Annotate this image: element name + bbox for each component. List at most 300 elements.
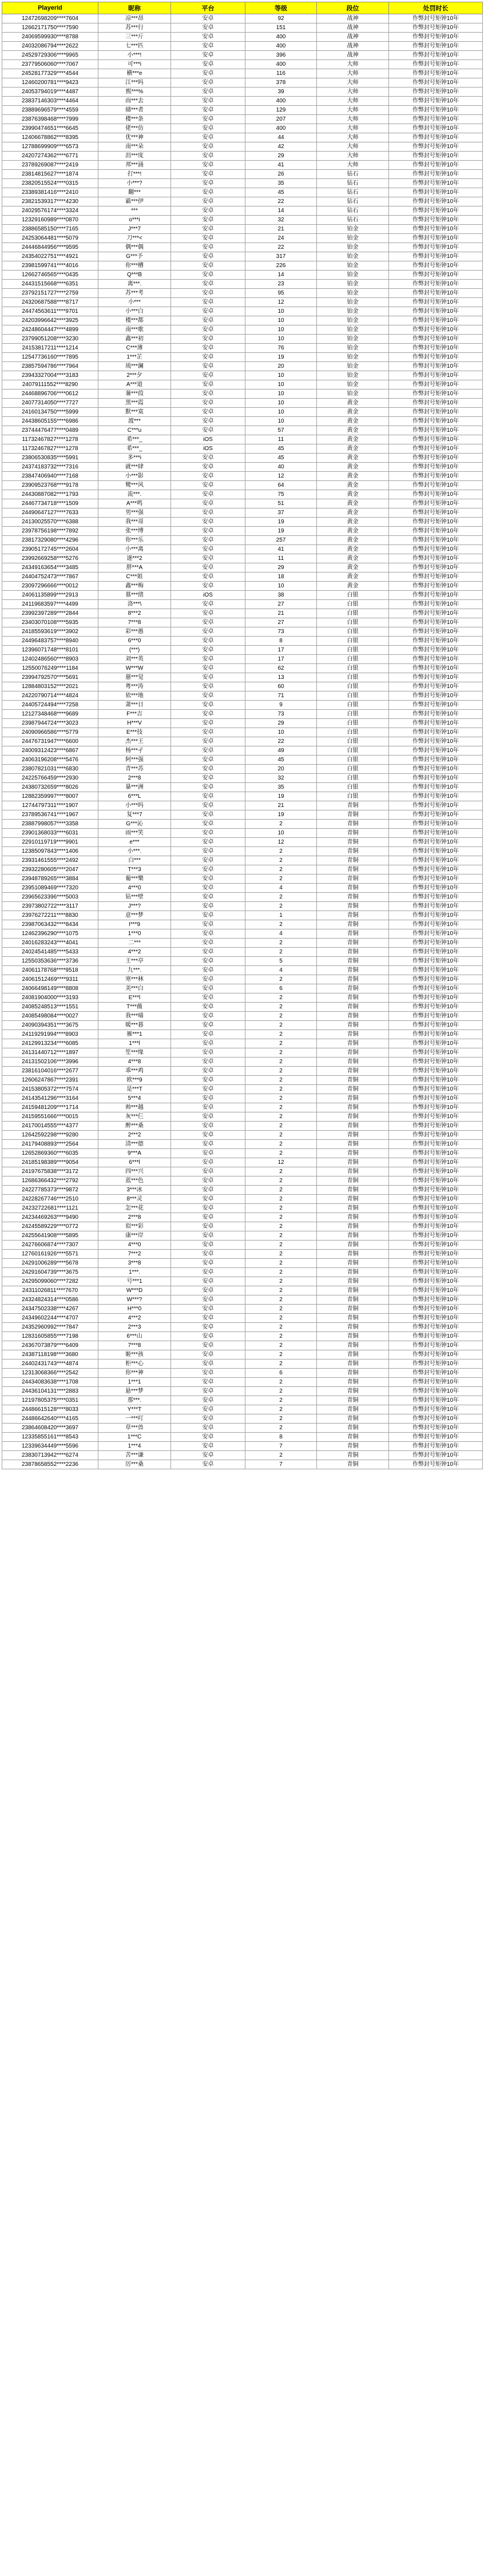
platform-cell: 安卓	[171, 1305, 245, 1314]
rank-cell: 青铜	[317, 1442, 389, 1451]
platform-cell: 安卓	[171, 920, 245, 929]
penalty-cell: 作弊封号矩钟10年	[389, 362, 483, 371]
player-id-cell: 23990474651****6645	[2, 124, 98, 133]
rank-cell: 大师	[317, 88, 389, 97]
table-row	[2, 893, 483, 902]
platform-cell: 安卓	[171, 225, 245, 234]
player-id-cell: 24352960992****7847	[2, 1323, 98, 1332]
level-cell: 60	[245, 682, 317, 691]
penalty-cell: 作弊封号矩钟10年	[389, 893, 483, 902]
rank-cell: 青铜	[317, 975, 389, 984]
rank-cell: 铂金	[317, 316, 389, 325]
penalty-cell: 作弊封号矩钟10年	[389, 261, 483, 271]
header-platform: 平台	[171, 2, 245, 14]
penalty-cell: 作弊封号矩钟10年	[389, 774, 483, 783]
nickname-cell: 小***?	[98, 179, 171, 188]
level-cell: 2	[245, 1112, 317, 1122]
rank-cell: 青铜	[317, 1067, 389, 1076]
platform-cell: 安卓	[171, 1158, 245, 1167]
penalty-cell: 作弊封号矩钟10年	[389, 801, 483, 810]
penalty-cell: 作弊封号矩钟10年	[389, 325, 483, 335]
platform-cell: 安卓	[171, 1314, 245, 1323]
platform-cell: 安卓	[171, 1259, 245, 1268]
level-cell: 400	[245, 33, 317, 42]
nickname-cell: 6***山	[98, 1332, 171, 1341]
level-cell: 10	[245, 316, 317, 325]
platform-cell: 安卓	[171, 810, 245, 820]
player-id-cell: 24061135899****2913	[2, 591, 98, 600]
table-row	[2, 856, 483, 865]
player-id-cell: 23837146303****4464	[2, 97, 98, 106]
level-cell: 42	[245, 142, 317, 152]
level-cell: 2	[245, 1003, 317, 1012]
nickname-cell: ***	[98, 206, 171, 216]
rank-cell: 青铜	[317, 1085, 389, 1094]
nickname-cell: 熙***%	[98, 88, 171, 97]
player-id-cell: 24496483757****8940	[2, 637, 98, 646]
rank-cell: 青铜	[317, 1012, 389, 1021]
table-row	[2, 170, 483, 179]
penalty-cell: 作弊封号矩钟10年	[389, 1039, 483, 1048]
rank-cell: 白银	[317, 691, 389, 701]
rank-cell: 白银	[317, 774, 389, 783]
rank-cell: 青铜	[317, 810, 389, 820]
rank-cell: 青铜	[317, 1314, 389, 1323]
platform-cell: 安卓	[171, 948, 245, 957]
player-id-cell: 24179408893****2564	[2, 1140, 98, 1149]
penalty-cell: 作弊封号矩钟10年	[389, 78, 483, 88]
penalty-cell: 作弊封号矩钟10年	[389, 1305, 483, 1314]
player-id-cell: 24404752473****7867	[2, 573, 98, 582]
player-id-cell: 24248604447****4899	[2, 325, 98, 335]
table-row	[2, 380, 483, 389]
level-cell: 2	[245, 975, 317, 984]
nickname-cell: 康***岸	[98, 1231, 171, 1241]
nickname-cell: H***V	[98, 719, 171, 728]
platform-cell: 安卓	[171, 362, 245, 371]
level-cell: 10	[245, 582, 317, 591]
penalty-cell: 作弊封号矩钟10年	[389, 1424, 483, 1433]
rank-cell: 青铜	[317, 1231, 389, 1241]
table-row	[2, 197, 483, 206]
table-row	[2, 865, 483, 874]
table-row	[2, 920, 483, 929]
level-cell: 64	[245, 481, 317, 490]
rank-cell: 青铜	[317, 1186, 389, 1195]
rank-cell: 铂金	[317, 362, 389, 371]
level-cell: 10	[245, 380, 317, 389]
penalty-cell: 作弊封号矩钟10年	[389, 810, 483, 820]
platform-cell: 安卓	[171, 563, 245, 573]
penalty-cell: 作弊封号矩钟10年	[389, 97, 483, 106]
platform-cell: 安卓	[171, 609, 245, 618]
platform-cell: 安卓	[171, 243, 245, 252]
nickname-cell: 8***2	[98, 609, 171, 618]
rank-cell: 青铜	[317, 1195, 389, 1204]
table-row	[2, 1140, 483, 1149]
ban-list-body	[2, 14, 483, 1469]
level-cell: 51	[245, 499, 317, 508]
penalty-cell: 作弊封号矩钟10年	[389, 463, 483, 472]
platform-cell: 安卓	[171, 774, 245, 783]
table-row	[2, 600, 483, 609]
level-cell: 23	[245, 280, 317, 289]
penalty-cell: 作弊封号矩钟10年	[389, 280, 483, 289]
player-id-cell: 23889696579****4559	[2, 106, 98, 115]
rank-cell: 白银	[317, 664, 389, 673]
penalty-cell: 作弊封号矩钟10年	[389, 1003, 483, 1012]
rank-cell: 青铜	[317, 874, 389, 884]
level-cell: 7	[245, 1460, 317, 1469]
penalty-cell: 作弊封号矩钟10年	[389, 1048, 483, 1058]
platform-cell: 安卓	[171, 618, 245, 627]
nickname-cell: 1***.	[98, 1268, 171, 1277]
level-cell: 2	[245, 1140, 317, 1149]
player-id-cell: 24311026811****7670	[2, 1286, 98, 1295]
nickname-cell: T***薇	[98, 1003, 171, 1012]
table-row	[2, 417, 483, 426]
penalty-cell: 作弊封号矩钟10年	[389, 124, 483, 133]
nickname-cell: 而***去	[98, 97, 171, 106]
platform-cell: 安卓	[171, 637, 245, 646]
table-row	[2, 271, 483, 280]
rank-cell: 青铜	[317, 1058, 389, 1067]
rank-cell: 铂金	[317, 243, 389, 252]
level-cell: 2	[245, 847, 317, 856]
player-id-cell: 12462396290****1075	[2, 929, 98, 939]
platform-cell: 安卓	[171, 389, 245, 399]
penalty-cell: 作弊封号矩钟10年	[389, 1122, 483, 1131]
table-row	[2, 444, 483, 454]
table-row	[2, 902, 483, 911]
nickname-cell: 苏***行	[98, 23, 171, 33]
platform-cell: 安卓	[171, 655, 245, 664]
table-row	[2, 1460, 483, 1469]
player-id-cell: 24207274362****6771	[2, 152, 98, 161]
player-id-cell: 23943327004****3183	[2, 371, 98, 380]
platform-cell: 安卓	[171, 216, 245, 225]
nickname-cell: 4***0	[98, 1241, 171, 1250]
table-row	[2, 344, 483, 353]
level-cell: 29	[245, 563, 317, 573]
player-id-cell: 12460200781****9423	[2, 78, 98, 88]
rank-cell: 青铜	[317, 1369, 389, 1378]
player-id-cell: 12339634449****5596	[2, 1442, 98, 1451]
level-cell: 20	[245, 362, 317, 371]
nickname-cell: 悬***梦	[98, 1387, 171, 1396]
level-cell: 8	[245, 1433, 317, 1442]
nickname-cell: 离***.	[98, 280, 171, 289]
level-cell: 4	[245, 884, 317, 893]
nickname-cell: F***吉	[98, 710, 171, 719]
platform-cell: 安卓	[171, 115, 245, 124]
penalty-cell: 作弊封号矩钟10年	[389, 142, 483, 152]
table-row	[2, 1451, 483, 1460]
player-id-cell: 23901368033****6031	[2, 829, 98, 838]
platform-cell: 安卓	[171, 545, 245, 554]
penalty-cell: 作弊封号矩钟10年	[389, 637, 483, 646]
nickname-cell: 彩***愚	[98, 627, 171, 637]
player-id-cell: 24066498149****8808	[2, 984, 98, 993]
table-row	[2, 124, 483, 133]
platform-cell: 安卓	[171, 719, 245, 728]
table-row	[2, 1405, 483, 1414]
penalty-cell: 作弊封号矩钟10年	[389, 216, 483, 225]
player-id-cell: 24291006289****5678	[2, 1259, 98, 1268]
table-row	[2, 939, 483, 948]
platform-cell: 安卓	[171, 1094, 245, 1103]
table-row	[2, 133, 483, 142]
rank-cell: 战神	[317, 33, 389, 42]
player-id-cell: 23807821031****6830	[2, 765, 98, 774]
platform-cell: 安卓	[171, 271, 245, 280]
player-id-cell: 24153805372****7574	[2, 1085, 98, 1094]
penalty-cell: 作弊封号矩钟10年	[389, 1131, 483, 1140]
penalty-cell: 作弊封号矩钟10年	[389, 655, 483, 664]
penalty-cell: 作弊封号矩钟10年	[389, 865, 483, 874]
platform-cell: 安卓	[171, 344, 245, 353]
nickname-cell: 7***8	[98, 1341, 171, 1350]
player-id-cell: 24159481209****1714	[2, 1103, 98, 1112]
player-id-cell: 24347502338****4267	[2, 1305, 98, 1314]
player-id-cell: 24380732659****8026	[2, 783, 98, 792]
level-cell: 11	[245, 554, 317, 563]
penalty-cell: 作弊封号矩钟10年	[389, 993, 483, 1003]
rank-cell: 黄金	[317, 582, 389, 591]
level-cell: 12	[245, 1158, 317, 1167]
player-id-cell: 23992397289****2844	[2, 609, 98, 618]
rank-cell: 青铜	[317, 1451, 389, 1460]
rank-cell: 黄金	[317, 481, 389, 490]
player-id-cell: 24061512469****9311	[2, 975, 98, 984]
player-id-cell: 24029576174****3324	[2, 206, 98, 216]
nickname-cell: 刀***<	[98, 234, 171, 243]
rank-cell: 青铜	[317, 856, 389, 865]
penalty-cell: 作弊封号矩钟10年	[389, 920, 483, 929]
table-row	[2, 582, 483, 591]
nickname-cell: 小***吗	[98, 801, 171, 810]
table-row	[2, 69, 483, 78]
penalty-cell: 作弊封号矩钟10年	[389, 152, 483, 161]
platform-cell: 安卓	[171, 682, 245, 691]
nickname-cell: J***7	[98, 225, 171, 234]
nickname-cell: 楼***条	[98, 115, 171, 124]
platform-cell: 安卓	[171, 316, 245, 325]
table-row	[2, 454, 483, 463]
rank-cell: 钻石	[317, 179, 389, 188]
player-id-cell: 24220790714****4824	[2, 691, 98, 701]
level-cell: 17	[245, 646, 317, 655]
nickname-cell: 复***7	[98, 810, 171, 820]
ban-list-sheet	[2, 2, 482, 1469]
rank-cell: 黄金	[317, 399, 389, 408]
nickname-cell: 怎***花	[98, 1204, 171, 1213]
platform-cell: 安卓	[171, 957, 245, 966]
rank-cell: 铂金	[317, 280, 389, 289]
level-cell: 2	[245, 939, 317, 948]
table-row	[2, 225, 483, 234]
player-id-cell: 23951089469****7320	[2, 884, 98, 893]
table-row	[2, 737, 483, 746]
player-id-cell: 24291604739****3675	[2, 1268, 98, 1277]
player-id-cell: 24185593619****3902	[2, 627, 98, 637]
platform-cell: 安卓	[171, 728, 245, 737]
penalty-cell: 作弊封号矩钟10年	[389, 948, 483, 957]
platform-cell: 安卓	[171, 1222, 245, 1231]
nickname-cell: 江***吗	[98, 78, 171, 88]
table-row	[2, 1305, 483, 1314]
rank-cell: 青铜	[317, 1094, 389, 1103]
nickname-cell: 1***0	[98, 929, 171, 939]
level-cell: 2	[245, 1341, 317, 1350]
penalty-cell: 作弊封号矩钟10年	[389, 847, 483, 856]
level-cell: 2	[245, 1295, 317, 1305]
rank-cell: 白银	[317, 783, 389, 792]
table-row	[2, 637, 483, 646]
player-id-cell: 23948789265****3884	[2, 874, 98, 884]
rank-cell: 铂金	[317, 389, 389, 399]
nickname-cell: E***技	[98, 728, 171, 737]
level-cell: 2	[245, 1213, 317, 1222]
platform-cell: 安卓	[171, 929, 245, 939]
nickname-cell: (***)	[98, 646, 171, 655]
player-id-cell: 23978756198****7892	[2, 527, 98, 536]
player-id-cell: 24490647127****7633	[2, 508, 98, 518]
rank-cell: 青铜	[317, 1268, 389, 1277]
platform-cell: 安卓	[171, 1451, 245, 1460]
rank-cell: 青铜	[317, 1259, 389, 1268]
nickname-cell: 依***地	[98, 691, 171, 701]
level-cell: 2	[245, 920, 317, 929]
level-cell: 2	[245, 993, 317, 1003]
player-id-cell: 23876398468****7999	[2, 115, 98, 124]
level-cell: 32	[245, 216, 317, 225]
player-id-cell: 23806530835****5991	[2, 454, 98, 463]
platform-cell: 安卓	[171, 1424, 245, 1433]
rank-cell: 青铜	[317, 1176, 389, 1186]
platform-cell: 安卓	[171, 206, 245, 216]
player-id-cell: 24320687588****8717	[2, 298, 98, 307]
platform-cell: 安卓	[171, 865, 245, 874]
player-id-cell: 24436104131****2883	[2, 1387, 98, 1396]
nickname-cell: 九***.	[98, 966, 171, 975]
rank-cell: 青铜	[317, 1433, 389, 1442]
rank-cell: 白银	[317, 792, 389, 801]
penalty-cell: 作弊封号矩钟10年	[389, 1277, 483, 1286]
platform-cell: 安卓	[171, 88, 245, 97]
player-id-cell: 24090966586****5779	[2, 728, 98, 737]
penalty-cell: 作弊封号矩钟10年	[389, 316, 483, 325]
penalty-cell: 作弊封号矩钟10年	[389, 435, 483, 444]
platform-cell: 安卓	[171, 536, 245, 545]
player-id-cell: 24069599930****8788	[2, 33, 98, 42]
nickname-cell: 暴***洲	[98, 783, 171, 792]
rank-cell: 大师	[317, 106, 389, 115]
penalty-cell: 作弊封号矩钟10年	[389, 1103, 483, 1112]
level-cell: 26	[245, 170, 317, 179]
rank-cell: 青铜	[317, 893, 389, 902]
nickname-cell: 南***歌	[98, 325, 171, 335]
rank-cell: 青铜	[317, 1414, 389, 1424]
rank-cell: 白银	[317, 710, 389, 719]
penalty-cell: 作弊封号矩钟10年	[389, 1314, 483, 1323]
nickname-cell: Q***B	[98, 271, 171, 280]
penalty-cell: 作弊封号矩钟10年	[389, 1295, 483, 1305]
penalty-cell: 作弊封号矩钟10年	[389, 765, 483, 774]
rank-cell: 青铜	[317, 865, 389, 874]
player-id-cell: 24387118198****3680	[2, 1350, 98, 1359]
level-cell: 19	[245, 518, 317, 527]
player-id-cell: 24225766459****2930	[2, 774, 98, 783]
nickname-cell: 楼***都	[98, 316, 171, 325]
rank-cell: 大师	[317, 133, 389, 142]
level-cell: 2	[245, 1067, 317, 1076]
platform-cell: 安卓	[171, 335, 245, 344]
nickname-cell: 3***冰	[98, 1186, 171, 1195]
table-row	[2, 1131, 483, 1140]
table-row	[2, 975, 483, 984]
penalty-cell: 作弊封号矩钟10年	[389, 545, 483, 554]
platform-cell: 安卓	[171, 1241, 245, 1250]
nickname-cell: 慕***绪	[98, 591, 171, 600]
penalty-cell: 作弊封号矩钟10年	[389, 609, 483, 618]
player-id-cell: 24053794019****4487	[2, 88, 98, 97]
penalty-cell: 作弊封号矩钟10年	[389, 115, 483, 124]
player-id-cell: 24467734718****1509	[2, 499, 98, 508]
table-row	[2, 472, 483, 481]
penalty-cell: 作弊封号矩钟10年	[389, 682, 483, 691]
table-row	[2, 1158, 483, 1167]
nickname-cell: 苏***考	[98, 289, 171, 298]
nickname-cell: 姬***孩	[98, 1350, 171, 1359]
player-id-cell: 24349602244****4707	[2, 1314, 98, 1323]
player-id-cell: 24153817211****1214	[2, 344, 98, 353]
rank-cell: 钻石	[317, 216, 389, 225]
platform-cell: 安卓	[171, 69, 245, 78]
level-cell: 18	[245, 573, 317, 582]
platform-cell: 安卓	[171, 325, 245, 335]
platform-cell: 安卓	[171, 1176, 245, 1186]
player-id-cell: 24354022751****4921	[2, 252, 98, 261]
rank-cell: 青铜	[317, 1103, 389, 1112]
rank-cell: 青铜	[317, 1396, 389, 1405]
penalty-cell: 作弊封号矩钟10年	[389, 838, 483, 847]
rank-cell: 战神	[317, 23, 389, 33]
penalty-cell: 作弊封号矩钟10年	[389, 1094, 483, 1103]
nickname-cell: 厉***桑	[98, 1460, 171, 1469]
penalty-cell: 作弊封号矩钟10年	[389, 646, 483, 655]
rank-cell: 黄金	[317, 536, 389, 545]
rank-cell: 青铜	[317, 948, 389, 957]
nickname-cell: 4***8	[98, 1058, 171, 1067]
rank-cell: 黄金	[317, 563, 389, 573]
penalty-cell: 作弊封号矩钟10年	[389, 14, 483, 23]
rank-cell: 黄金	[317, 508, 389, 518]
rank-cell: 白银	[317, 765, 389, 774]
platform-cell: 安卓	[171, 23, 245, 33]
level-cell: 2	[245, 1387, 317, 1396]
penalty-cell: 作弊封号矩钟10年	[389, 966, 483, 975]
platform-cell: 安卓	[171, 1405, 245, 1414]
platform-cell: 安卓	[171, 280, 245, 289]
level-cell: 40	[245, 463, 317, 472]
rank-cell: 青铜	[317, 1341, 389, 1350]
level-cell: 10	[245, 325, 317, 335]
penalty-cell: 作弊封号矩钟10年	[389, 307, 483, 316]
table-row	[2, 97, 483, 106]
table-row	[2, 664, 483, 673]
penalty-cell: 作弊封号矩钟10年	[389, 33, 483, 42]
